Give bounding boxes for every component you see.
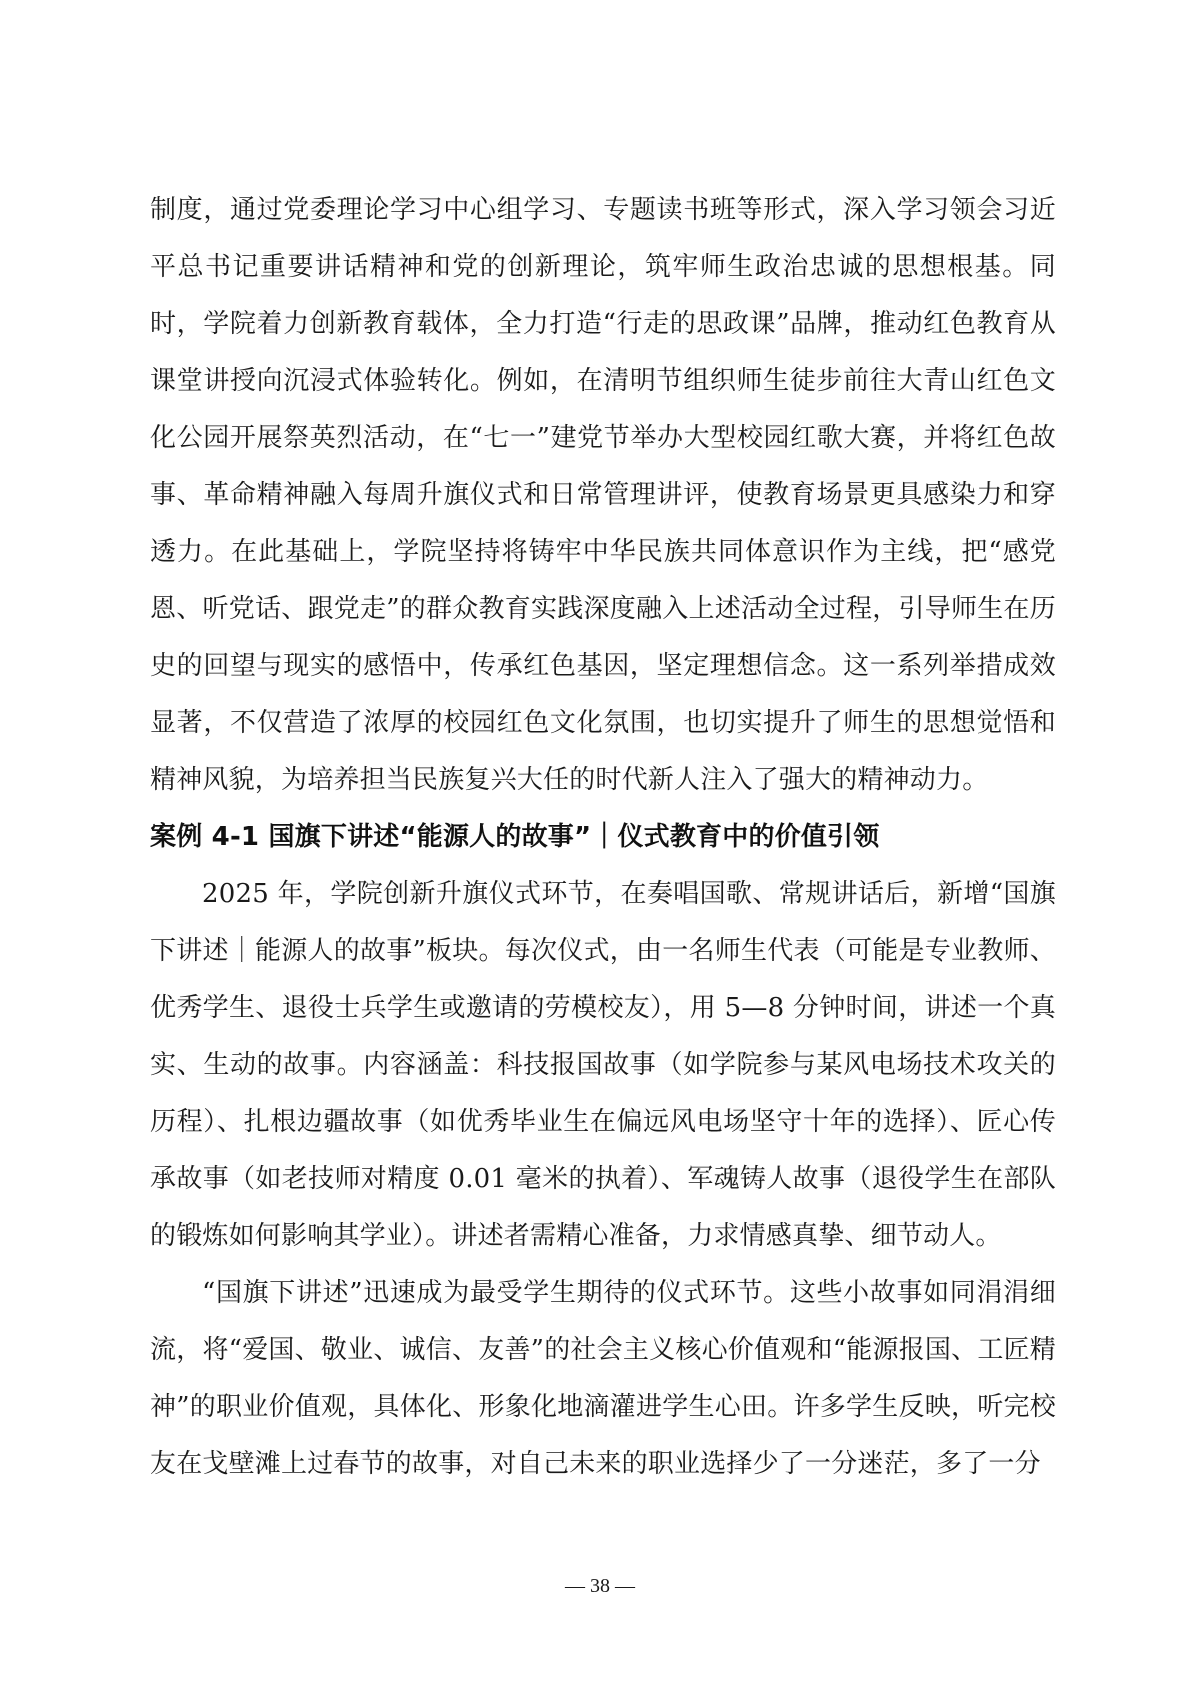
paragraph-case-result: “国旗下讲述”迅速成为最受学生期待的仪式环节。这些小故事如同涓涓细流，将“爱国、敬业、诚信、友善”的社会主义核心价值观和“能源报国、工匠精神”的职业价值观，具体化、形象化地滴灌进学生心田。许多学生反映，听完校友在戈壁滩上过春节的故事，对自己未来的职业选择少了一分迷茫，多了一分: [150, 1278, 1056, 1479]
case-heading: 案例 4-1 国旗下讲述“能源人的故事”｜仪式教育中的价值引领: [150, 822, 880, 852]
page-number: — 38 —: [565, 1575, 635, 1597]
page-content: [150, 182, 1056, 1493]
paragraph-intro: 制度，通过党委理论学习中心组学习、专题读书班等形式，深入学习领会习近平总书记重要讲话精神和党的创新理论，筑牢师生政治忠诚的思想根基。同时，学院着力创新教育载体，全力打造“行走的思政课”品牌，推动红色教育从课堂讲授向沉浸式体验转化。例如，在清明节组织师生徒步前往大青山红色文化公园开展祭英烈活动，在“七一”建党节举办大型校园红歌大赛，并将红色故事、革命精神融入每周升旗仪式和日常管理讲评，使教育场景更具感染力和穿透力。在此基础上，学院坚持将铸牢中华民族共同体意识作为主线，把“感党恩、听党话、跟党走”的群众教育实践深度融入上述活动全过程，引导师生在历史的回望与现实的感悟中，传承红色基因，坚定理想信念。这一系列举措成效显著，不仅营造了浓厚的校园红色文化氛围，也切实提升了师生的思想觉悟和精神风貌，为培养担当民族复兴大任的时代新人注入了强大的精神动力。: [150, 195, 1056, 795]
paragraph-case-body: 2025 年，学院创新升旗仪式环节，在奏唱国歌、常规讲话后，新增“国旗下讲述｜能源人的故事”板块。每次仪式，由一名师生代表（可能是专业教师、优秀学生、退役士兵学生或邀请的劳模校友），用 5—8 分钟时间，讲述一个真实、生动的故事。内容涵盖：科技报国故事（如学院参与某风电场技术攻关的历程）、扎根边疆故事（如优秀毕业生在偏远风电场坚守十年的选择）、匠心传承故事（如老技师对精度 0.01 毫米的执着）、军魂铸人故事（退役学生在部队的锻炼如何影响其学业）。讲述者需精心准备，力求情感真挚、细节动人。: [150, 879, 1056, 1251]
